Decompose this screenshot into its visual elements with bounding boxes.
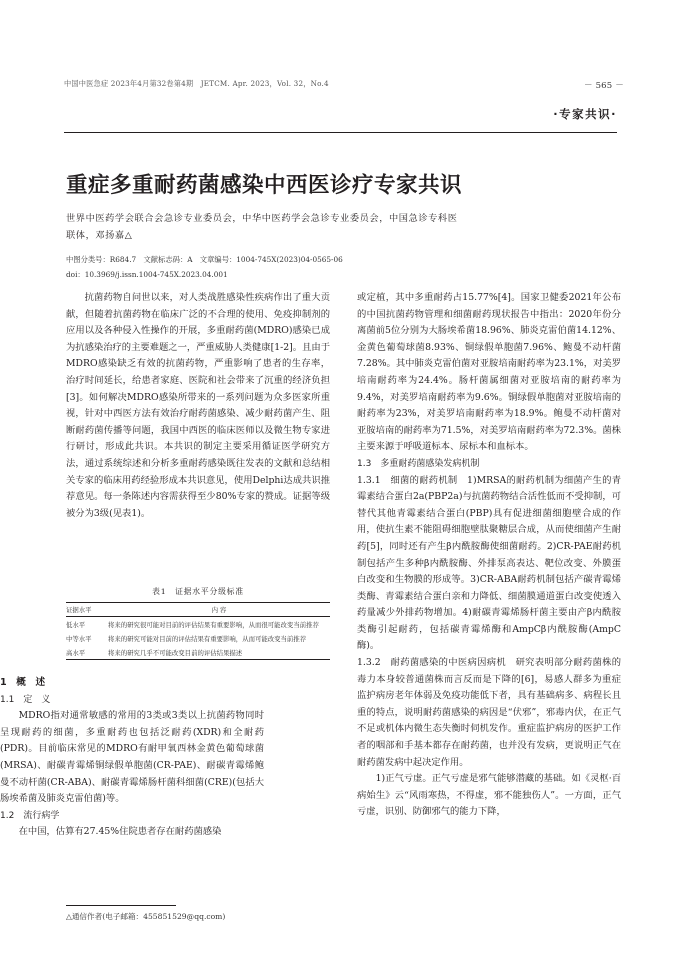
evidence-level-table <box>66 586 330 660</box>
table <box>66 602 330 660</box>
table-row <box>66 617 330 632</box>
corresponding-author-footnote: △通信作者(电子邮箱：455851529@qq.com) <box>66 912 226 921</box>
section-1-2-text: 在中国，估算有27.45%住院患者存在耐药菌感染 <box>18 826 222 838</box>
running-header <box>64 79 624 93</box>
table-cell: 低水平 <box>66 620 86 629</box>
table-caption: 表1 证据水平分级标准 <box>152 587 244 596</box>
deficiency-paragraph: 1)正气亏虚。正气亏虚是邪气能够潜藏的基础。如《灵枢·百病始生》云“风雨寒热，不得虚，邪不能独伤人”。一方面，正气亏虚，识别、防御邪气的能力下降， <box>357 773 621 818</box>
footnote-rule <box>66 905 176 906</box>
section-1-3-2-text: 1.3.2 耐药菌感染的中医病因病机 研究表明部分耐药菌株的毒力本身较普通菌株而言反而是下降的[6]，易感人群多为重症监护病房老年体弱及免疫功能低下者，具有基础病多、病程长且重的特点，说明耐药菌感染的病因是“伏邪”，邪毒内伏，在正气不足或机体内微生态失衡时伺机发作。重症监护病房的医护工作者的咽部和手基本都存在耐药菌，也并没有发病，更说明正气在耐药菌发病中起决定作用。 <box>357 657 621 768</box>
table-cell: 高水平 <box>66 645 108 660</box>
table-header-cell: 内 容 <box>108 603 330 617</box>
left-column-lower <box>0 672 264 841</box>
intro-paragraph: 抗菌药物自问世以来，对人类战胜感染性疾病作出了重大贡献，但随着抗菌药物在临床广泛的不合理的使用、免疫抑制剂的应用以及各种侵入性操作的开展，多重耐药菌(MDRO)感染已成为抗感染治疗的主要难题之一，严重威胁人类健康[1-2]。且由于MDRO感染缺乏有效的抗菌药物，严重影响了患者的生存率，治疗时间延长，给患者家庭、医院和社会带来了沉重的经济负担[3]。如何解决MDRO感染所带来的一系列问题为众多医家所重视，针对中西医方法有效治疗耐药菌感染、减少耐药菌产生、阻断耐药菌传播等问题，我国中西医的临床医师以及微生物专家进行研讨，形成此共识。本共识的制定主要采用循证医学研究方法，通过系统综述和分析多重耐药感染既往发表的文献和总结相关专家的临床用药经验形成本共识意见，使用Delphi达成共识推荐意见。每一条陈述内容需获得至少80%专家的赞成。证据等级被分为3级(见表1)。 <box>66 292 330 519</box>
table-cell: 将来的研究几乎不可能改变目前的评估结果描述 <box>108 645 330 660</box>
table-cell: 将来的研究可能对目前的评估结果有重要影响，从而可能改变当前推荐 <box>108 634 307 643</box>
table-header-row <box>66 603 330 617</box>
table-row <box>66 631 330 645</box>
section-1-1-heading: 1.1 定 义 <box>0 694 51 705</box>
article-meta <box>66 253 606 282</box>
table-cell: 将来的研究很可能对目前的评估结果有重要影响，从而很可能改变当前推荐 <box>108 620 319 629</box>
journal-info: 中国中医急症 2023年4月第32卷第4期 JETCM. Apr. 2023，Vol. 32，No.4 <box>64 79 329 88</box>
doi-line: doi：10.3969/j.issn.1004-745X.2023.04.001 <box>66 269 228 279</box>
section-1-heading: 1 概 述 <box>0 677 46 688</box>
table-row <box>66 645 330 660</box>
section-1-3-heading: 1.3 多重耐药菌感染发病机制 <box>357 458 480 469</box>
table-header-cell: 证据水平 <box>66 603 108 617</box>
left-column <box>66 290 330 522</box>
section-1-1-text: MDRO指对通常敏感的常用的3类或3类以上抗菌药物同时呈现耐药的细菌，多重耐药也包括泛耐药(XDR)和全耐药(PDR)。目前临床常见的MDRO有耐甲氧西林金黄色葡萄球菌(MRSA)、耐碳青霉烯铜绿假单胞菌(CR-PAE)、耐碳青霉烯鲍曼不动杆菌(CR-ABA)、耐碳青霉烯肠杆菌科细菌(CRE)(包括大肠埃希菌及肺炎克雷伯菌)等。 <box>0 710 264 805</box>
section-1-2-heading: 1.2 流行病学 <box>0 810 60 821</box>
paper-title: 重症多重耐药菌感染中西医诊疗专家共识 <box>66 173 463 198</box>
authors-line-2: 联体，邓扬嘉△ <box>66 230 133 241</box>
section-1-3-1-text: 1.3.1 细菌的耐药机制 1)MRSA的耐药机制为细菌产生的青霉素结合蛋白2a(PBP2a)与抗菌药物结合活性低而不受抑制，可替代其他青霉素结合蛋白(PBP)具有促进细菌细胞壁合成的作用，使抗生素不能阻碍细胞壁肽聚糖层合成，从而使细菌产生耐药[5]，同时还有产生β内酰胺酶使细菌耐药。2)CR-PAE耐药机制包括产生多种β内酰胺酶、外排泵高表达、靶位改变、外膜蛋白改变和生物膜的形成等。3)CR-ABA耐药机制包括产碳青霉烯类酶、青霉素结合蛋白亲和力降低、细菌膜通道蛋白改变使透入药量减少外排药物增加。4)耐碳青霉烯肠杆菌主要由产β内酰胺类酶引起耐药，包括碳青霉烯酶和AmpCβ内酰胺酶(AmpC酶)。 <box>357 474 621 652</box>
authors <box>66 210 556 244</box>
epidemiology-continued: 或定植，其中多重耐药占15.77%[4]。国家卫健委2021年公布的中国抗菌药物管理和细菌耐药现状报告中指出：2020年份分离菌前5位分别为大肠埃希菌18.96%、肺炎克雷伯菌14.12%、金黄色葡萄球菌8.93%、铜绿假单胞菌7.96%、鲍曼不动杆菌7.28%。其中肺炎克雷伯菌对亚胺培南耐药率为23.1%，对美罗培南耐药率为24.4%。肠杆菌属细菌对亚胺培南的耐药率为9.4%，对美罗培南耐药率为9.6%。铜绿假单胞菌对亚胺培南的耐药率为23%，对美罗培南耐药率为18.9%。鲍曼不动杆菌对亚胺培南的耐药率为71.5%，对美罗培南耐药率为72.3%。菌株主要来源于呼吸道标本、尿标本和血标本。 <box>357 292 621 453</box>
authors-line-1: 世界中医药学会联合会急诊专业委员会，中华中医药学会急诊专业委员会，中国急诊专科医 <box>66 213 458 224</box>
page-number: － 565 － <box>583 81 624 91</box>
title-rule <box>64 132 617 133</box>
section-tag: ·专家共识· <box>553 107 617 121</box>
table-cell: 中等水平 <box>66 634 92 643</box>
classification-line: 中图分类号：R684.7 文献标志码：A 文章编号：1004-745X(2023)04-0565-06 <box>66 255 343 264</box>
right-column <box>357 290 621 821</box>
